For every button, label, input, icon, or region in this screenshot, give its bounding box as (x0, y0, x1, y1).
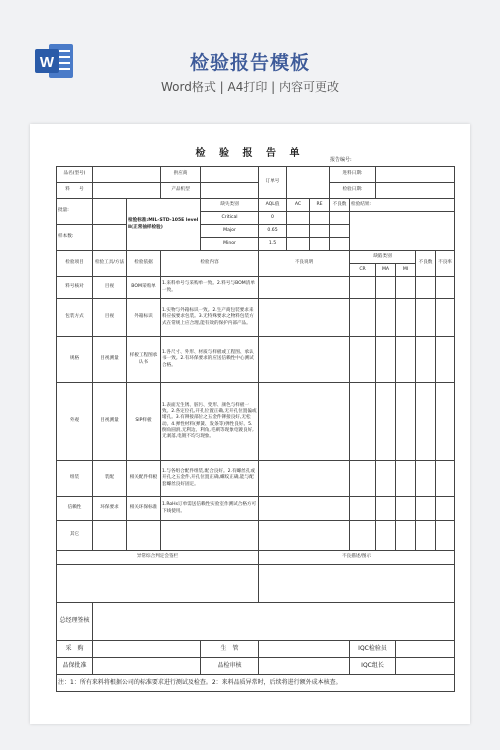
order-no-label: 订单号 (259, 167, 287, 199)
row-cr[interactable] (350, 521, 376, 551)
row-basis: BOM采购单 (127, 277, 161, 299)
defect-type-label: 缺失类别 (201, 199, 259, 212)
row-content: 1.各尺寸、外形、材质与样板或工程图、承认书一致。2.有环保要求的应送信赖性中心测试合格。 (161, 337, 259, 383)
table-row (57, 521, 455, 551)
row-defects[interactable] (416, 337, 436, 383)
row-mi[interactable] (396, 277, 416, 299)
part-no-label: 料 号 (57, 183, 93, 199)
row-mi[interactable] (396, 497, 416, 521)
re-critical[interactable] (310, 212, 330, 225)
row-rate[interactable] (436, 461, 455, 497)
iqc-inspector-label: IQC检验员 (350, 641, 396, 658)
row-tool: 环保要求 (93, 497, 127, 521)
model-value[interactable] (201, 183, 259, 199)
col-rate: 不良率 (436, 251, 455, 277)
row-ma[interactable] (376, 299, 396, 337)
col-defect-class: 缺陷类别 (350, 251, 416, 264)
aql-type-minor: Minor (201, 238, 259, 251)
incoming-date-value[interactable] (376, 167, 455, 183)
col-basis: 检验依据 (127, 251, 161, 277)
row-content: 1.实物与外箱标识一致。2.生产商包装要求来料应按要求包装。3.无特殊要求之物料包装方式在常规上应合理,能有效的保护内部产品。 (161, 299, 259, 337)
row-basis: 相关配件样板 (127, 461, 161, 497)
supplier-value[interactable] (201, 167, 259, 183)
row-desc[interactable] (259, 497, 350, 521)
defects-major[interactable] (330, 225, 350, 238)
product-name-value[interactable] (93, 167, 161, 183)
gm-sign-label: 总经理签核 (57, 603, 93, 641)
row-content: 1.与各组合配件组装,配合良好。2.有螺丝孔或开孔之五金件,开孔位置正确,螺纹正确,能与配套螺丝良好固定。 (161, 461, 259, 497)
row-rate[interactable] (436, 299, 455, 337)
row-ma[interactable] (376, 383, 396, 461)
purchase-label: 采 购 (57, 641, 93, 658)
row-defects[interactable] (416, 277, 436, 299)
col-cr: CR (350, 264, 376, 277)
row-cr[interactable] (350, 497, 376, 521)
table-row (57, 277, 455, 299)
abnormal-desc-area[interactable] (259, 565, 455, 603)
row-basis: 外箱标识 (127, 299, 161, 337)
row-content (161, 521, 259, 551)
row-rate[interactable] (436, 277, 455, 299)
row-cr[interactable] (350, 277, 376, 299)
row-cr[interactable] (350, 299, 376, 337)
row-item: 信赖性 (57, 497, 93, 521)
row-cr[interactable] (350, 383, 376, 461)
abnormal-sign-label: 异常综合判定会签栏 (57, 551, 259, 565)
row-basis: 相关环保标准 (127, 497, 161, 521)
footnote: 注：1：所有来料将根据公司的标准要求进行测试及检查。2：来料品质异常时，后续将进行额外成本核查。 (57, 675, 455, 692)
row-tool (93, 521, 127, 551)
production-label: 生 管 (201, 641, 259, 658)
row-defects[interactable] (416, 497, 436, 521)
row-content: 1.表面无生锈、脏污、变形、颜色与样板一致。2.各定位孔,开孔位置正确,无开孔位置偏或堵孔。3.有铆接部位之五金件铆接良好,无松动。4.弹性材料(弹簧、发条等)弹性良好。5.倒角圆滑,无利边、利角,毛刺等现象电镀良好,无剥落,电镀不均匀现象。 (161, 383, 259, 461)
ac-minor[interactable] (287, 238, 310, 251)
row-rate[interactable] (436, 337, 455, 383)
row-tool: 装配 (93, 461, 127, 497)
aql-type-major: Major (201, 225, 259, 238)
row-mi[interactable] (396, 383, 416, 461)
table-row (57, 497, 455, 521)
result-value[interactable] (350, 212, 455, 251)
re-minor[interactable] (310, 238, 330, 251)
row-content: 1.来料单号与采购单一致。2.料号与BOM清单一致。 (161, 277, 259, 299)
row-desc[interactable] (259, 277, 350, 299)
row-defects[interactable] (416, 521, 436, 551)
row-defects[interactable] (416, 383, 436, 461)
row-item: 包装方式 (57, 299, 93, 337)
sample-label: 样本数: (57, 225, 93, 251)
row-item: 组装 (57, 461, 93, 497)
re-label: RE (310, 199, 330, 212)
row-ma[interactable] (376, 461, 396, 497)
row-ma[interactable] (376, 337, 396, 383)
abnormal-sign-area[interactable] (57, 565, 259, 603)
gm-sign-area[interactable] (93, 603, 455, 641)
row-tool: 目视 (93, 277, 127, 299)
aql-value-minor: 1.5 (259, 238, 287, 251)
row-desc[interactable] (259, 337, 350, 383)
col-item: 检验项目 (57, 251, 93, 277)
row-desc[interactable] (259, 521, 350, 551)
standard-text: 检验标准:MIL-STD-105E level Ⅱ(正常抽样检验) (127, 199, 201, 251)
ac-label: AC (287, 199, 310, 212)
row-mi[interactable] (396, 337, 416, 383)
product-name-label: 品名(型号) (57, 167, 93, 183)
col-ma: MA (376, 264, 396, 277)
report-no-label: 报告编号: (330, 157, 352, 163)
row-tool: 目视 (93, 299, 127, 337)
lot-label: 批量: (57, 199, 93, 225)
row-item: 料号核对 (57, 277, 93, 299)
part-no-value[interactable] (93, 183, 161, 199)
aql-value-critical: 0 (259, 212, 287, 225)
row-mi[interactable] (396, 461, 416, 497)
aql-type-critical: Critical (201, 212, 259, 225)
row-mi[interactable] (396, 521, 416, 551)
supplier-label: 供应商 (161, 167, 201, 183)
aql-value-major: 0.65 (259, 225, 287, 238)
col-mi: MI (396, 264, 416, 277)
row-desc[interactable] (259, 383, 350, 461)
page-header (0, 0, 500, 115)
quality-review-label: 品检审核 (201, 658, 259, 675)
lot-value[interactable] (93, 199, 127, 225)
row-ma[interactable] (376, 497, 396, 521)
inspection-form (56, 166, 455, 692)
table-row (57, 337, 455, 383)
row-item: 其它 (57, 521, 93, 551)
row-item: 规格 (57, 337, 93, 383)
row-mi[interactable] (396, 299, 416, 337)
order-no-value[interactable] (287, 167, 330, 199)
incoming-date-label: 进料日期: (330, 167, 376, 183)
table-row (57, 383, 455, 461)
row-tool: 目视测量 (93, 337, 127, 383)
row-cr[interactable] (350, 461, 376, 497)
quality-review-sign[interactable] (259, 658, 350, 675)
model-label: 产品机型 (161, 183, 201, 199)
ac-critical[interactable] (287, 212, 310, 225)
iqc-leader-sign[interactable] (396, 658, 455, 675)
re-major[interactable] (310, 225, 330, 238)
result-label: 检验结果: (350, 199, 455, 212)
iqc-leader-label: IQC组长 (350, 658, 396, 675)
row-item: 外观 (57, 383, 93, 461)
quality-approval-sign[interactable] (93, 658, 201, 675)
col-content: 检验内容 (161, 251, 259, 277)
row-content: 1.RoHs订单需送信赖性实验室作测试合格方可下线使用。 (161, 497, 259, 521)
quality-approval-label: 品保批准 (57, 658, 93, 675)
col-tool: 检验工具/方法 (93, 251, 127, 277)
logo-letter: W (39, 54, 55, 71)
table-row (57, 299, 455, 337)
row-basis (127, 521, 161, 551)
row-rate[interactable] (436, 521, 455, 551)
page-subtitle: Word格式 | A4打印 | 内容可更改 (160, 80, 340, 94)
row-defects[interactable] (416, 299, 436, 337)
defects-critical[interactable] (330, 212, 350, 225)
row-ma[interactable] (376, 277, 396, 299)
sample-value[interactable] (93, 225, 127, 251)
inspect-date-label: 检验日期: (330, 183, 376, 199)
abnormal-desc-label: 不良描述/图示 (259, 551, 455, 565)
aql-label: AQL值 (259, 199, 287, 212)
production-sign[interactable] (259, 641, 350, 658)
defects-minor[interactable] (330, 238, 350, 251)
row-cr[interactable] (350, 337, 376, 383)
row-defects[interactable] (416, 461, 436, 497)
row-desc[interactable] (259, 461, 350, 497)
row-basis: SIP样板 (127, 383, 161, 461)
row-basis: 样板工程图承认书 (127, 337, 161, 383)
doc-title: 检 验 报 告 单 (195, 148, 305, 159)
row-rate[interactable] (436, 383, 455, 461)
purchase-sign[interactable] (93, 641, 201, 658)
page-title: 检验报告模板 (189, 52, 310, 74)
defect-count-label: 不良数 (330, 199, 350, 212)
col-desc: 不良说明 (259, 251, 350, 277)
ac-major[interactable] (287, 225, 310, 238)
inspect-date-value[interactable] (376, 183, 455, 199)
iqc-inspector-sign[interactable] (396, 641, 455, 658)
document-page (30, 124, 470, 724)
row-rate[interactable] (436, 497, 455, 521)
table-row (57, 461, 455, 497)
col-defects: 不良数 (416, 251, 436, 277)
row-desc[interactable] (259, 299, 350, 337)
row-tool: 目视测量 (93, 383, 127, 461)
row-ma[interactable] (376, 521, 396, 551)
